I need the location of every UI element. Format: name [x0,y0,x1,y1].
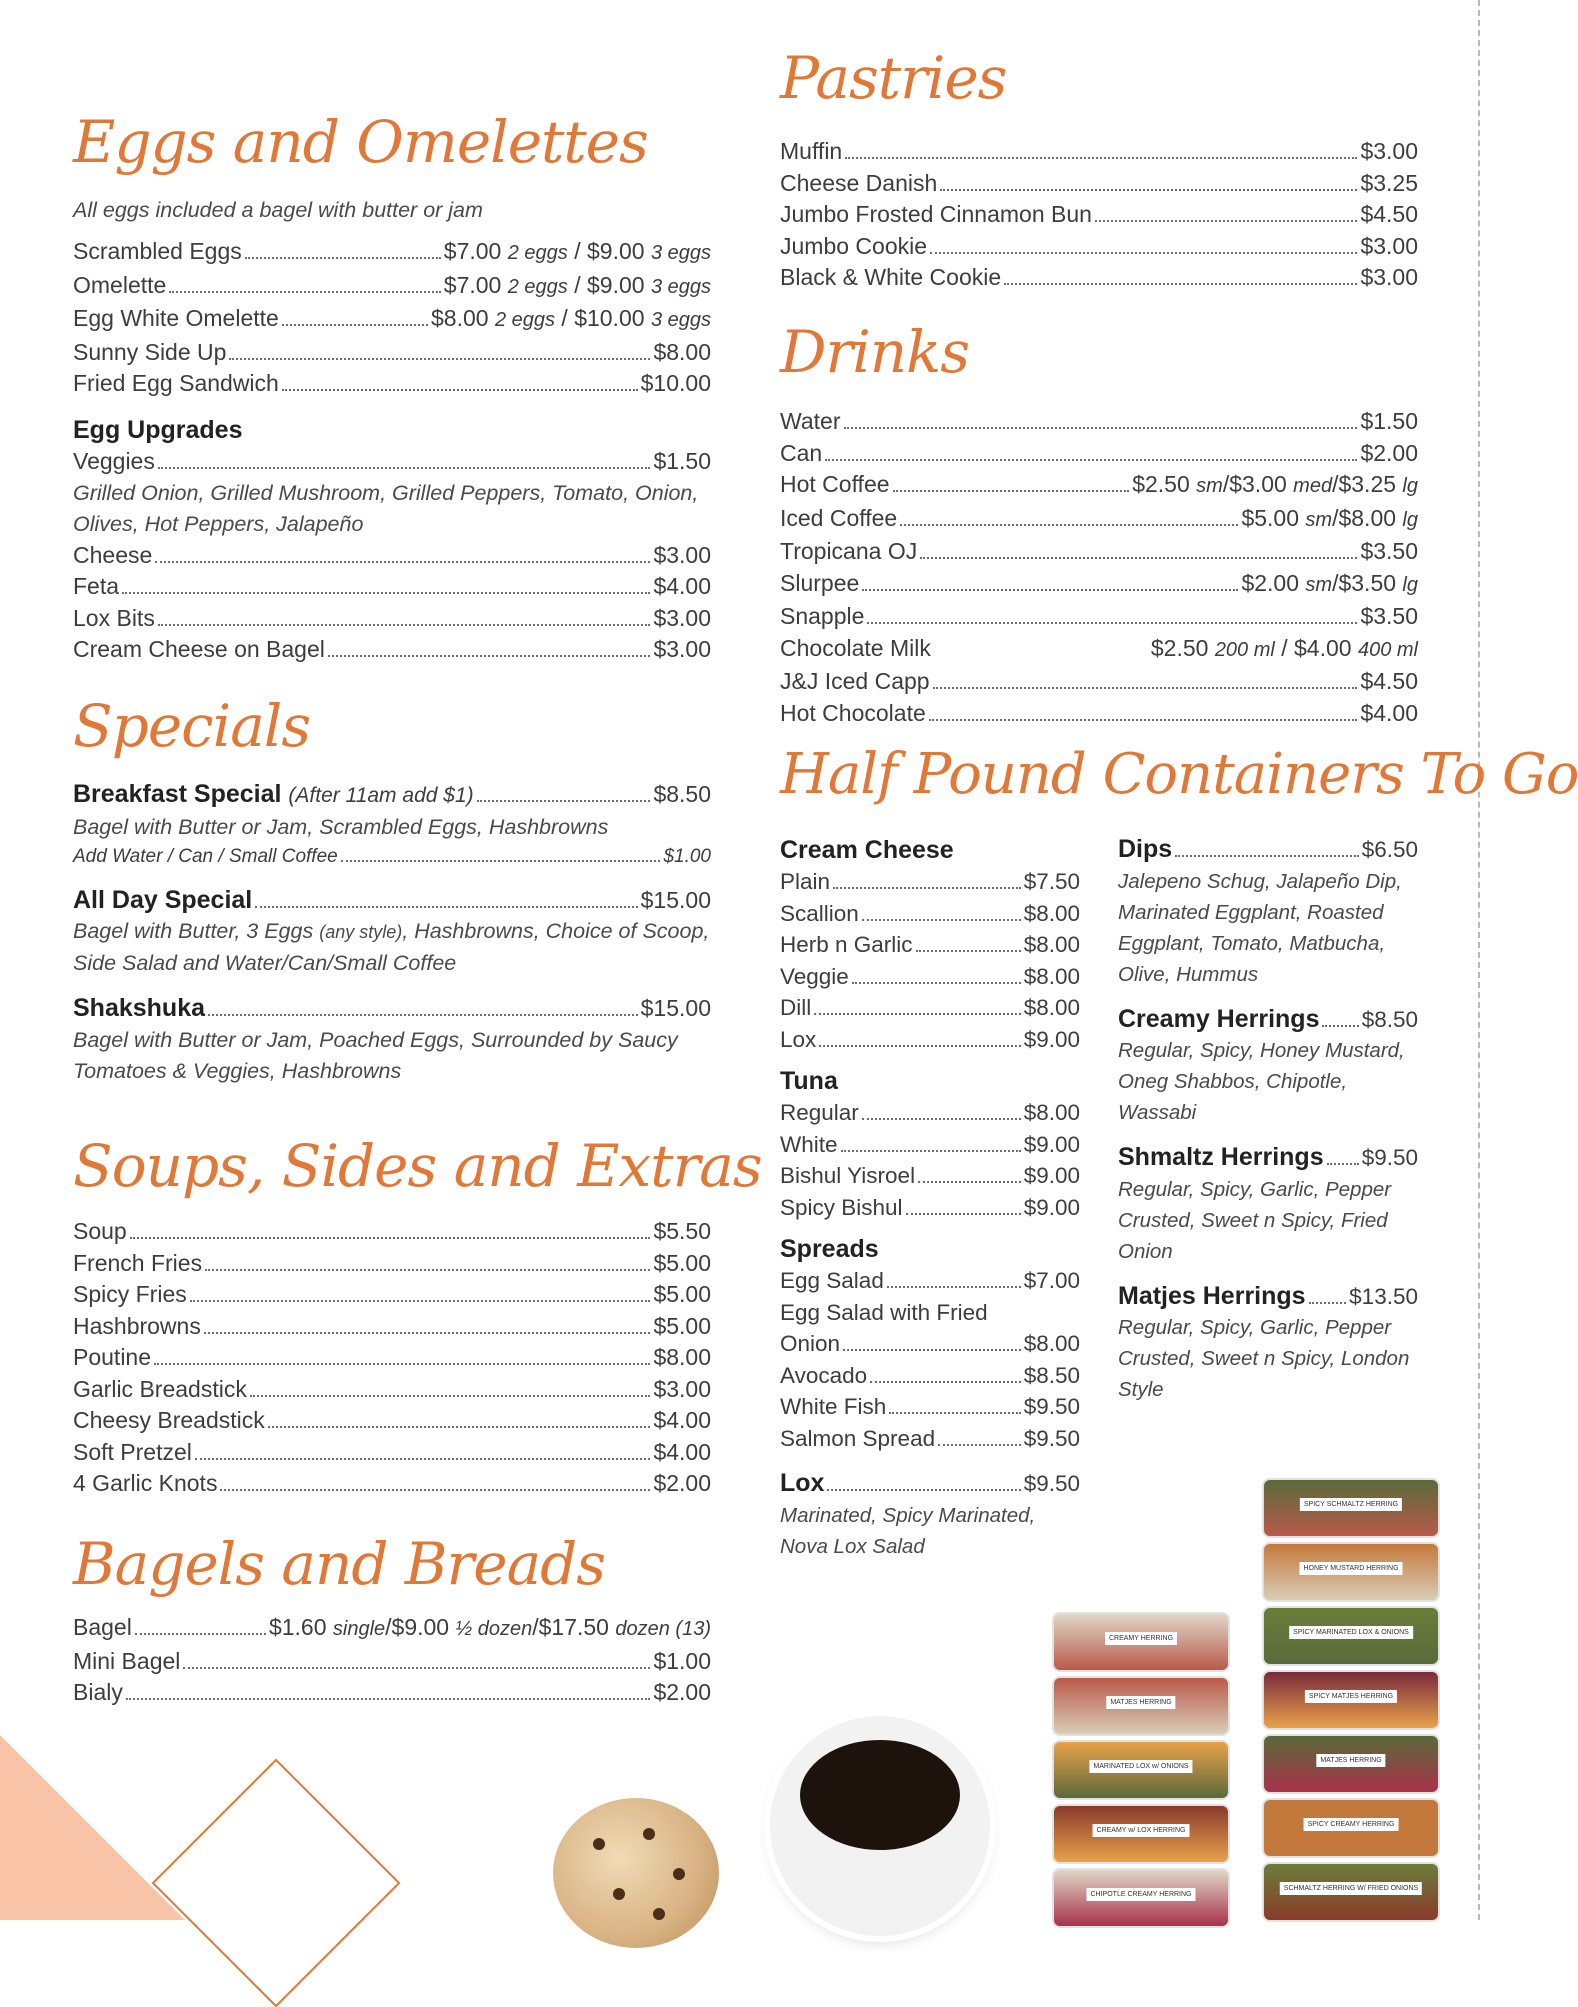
menu-item: Lox $9.00 [780,1026,1080,1052]
menu-item: All Day Special $15.00 [73,885,711,914]
menu-item: Water $1.50 [780,408,1418,434]
menu-item: Salmon Spread $9.50 [780,1425,1080,1451]
herring-container [1262,1798,1440,1858]
menu-item: Cream Cheese on Bagel $3.00 [73,636,711,662]
menu-item: Creamy Herrings $8.50 [1118,1004,1418,1033]
containers-left [780,834,1080,1562]
menu-item: Bishul Yisroel $9.00 [780,1163,1080,1188]
menu-item: Black & White Cookie $3.00 [780,264,1418,290]
menu-item: Dips $6.50 [1118,835,1418,863]
menu-item: Spicy Bishul $9.00 [780,1194,1080,1220]
herring-container [1052,1740,1230,1800]
eggs-note: All eggs included a bagel with butter or jam [73,198,483,222]
container-label: SPICY MARINATED LOX & ONIONS [1289,1626,1413,1639]
container-label: HONEY MUSTARD HERRING [1299,1562,1402,1575]
herring-container [1262,1478,1440,1538]
menu-item: Matjes Herrings $13.50 [1118,1281,1418,1310]
menu-item: Chocolate Milk $2.50 200 ml / $4.00 400 ml [780,634,1418,661]
container-label: SCHMALTZ HERRING W/ FRIED ONIONS [1280,1882,1422,1895]
menu-item: 4 Garlic Knots $2.00 [73,1470,711,1496]
spreads-title: Spreads [780,1235,879,1263]
matjes-note: Regular, Spicy, Garlic, Pepper Crusted, Sweet n Spicy, London Style [1118,1316,1410,1401]
menu-item: Cheese Danish $3.25 [780,169,1418,196]
menu-item: White $9.00 [780,1131,1080,1157]
dips-note: Jalepeno Schug, Jalapeño Dip, Marinated Eggplant, Roasted Eggplant, Tomato, Matbucha, Olive, Hummus [1118,869,1402,986]
menu-item: Mini Bagel $1.00 [73,1647,711,1674]
soups-section [73,1216,711,1500]
menu-item: Soft Pretzel $4.00 [73,1438,711,1465]
menu-item: Hashbrowns $5.00 [73,1312,711,1339]
menu-item: Iced Coffee $5.00 sm/$8.00 lg [780,504,1418,531]
menu-item: Hot Chocolate $4.00 [780,699,1418,726]
menu-item: Avocado $8.50 [780,1362,1080,1388]
menu-item: Bialy $2.00 [73,1679,711,1705]
veggies-note: Grilled Onion, Grilled Mushroom, Grilled Peppers, Tomato, Onion, Olives, Hot Peppers, Jalapeño [73,480,699,536]
specials-section [73,779,711,1087]
heading-drinks: Drinks [780,318,970,386]
tuna-title: Tuna [780,1067,838,1095]
menu-item: Shmaltz Herrings $9.50 [1118,1143,1418,1171]
menu-item: Poutine $8.00 [73,1344,711,1370]
container-label: CREAMY HERRING [1105,1632,1177,1645]
pastries-section [780,136,1418,294]
egg-upgrades-title: Egg Upgrades [73,416,243,444]
heading-bagels: Bagels and Breads [73,1530,606,1598]
menu-item: Feta $4.00 [73,573,711,599]
menu-item: Lox $9.50 [780,1469,1080,1497]
shakshuka-note: Bagel with Butter or Jam, Poached Eggs, Surrounded by Saucy Tomatoes & Veggies, Hashbrowns [73,1027,678,1083]
menu-item: Bagel $1.60 single/$9.00 ½ dozen/$17.50 dozen (13) [73,1614,711,1640]
herring-container [1262,1606,1440,1666]
menu-item: Herb n Garlic $8.00 [780,932,1080,957]
menu-item: Fried Egg Sandwich $10.00 [73,370,711,396]
menu-item: Add Water / Can / Small Coffee $1.00 [73,845,711,867]
menu-item-line: Egg Salad with Fried [780,1299,988,1325]
menu-item: Regular $8.00 [780,1100,1080,1125]
menu-item: Muffin $3.00 [780,138,1418,164]
heading-eggs: Eggs and Omelettes [73,108,648,176]
herring-container [1262,1734,1440,1794]
menu-item: Egg White Omelette $8.00 2 eggs / $10.00 3 eggs [73,305,711,331]
container-label: MATJES HERRING [1316,1754,1385,1767]
menu-item: Plain $7.50 [780,869,1080,894]
menu-item: Jumbo Cookie $3.00 [780,232,1418,259]
menu-item: Can $2.00 [780,439,1418,466]
coffee-surface [800,1740,960,1850]
menu-item: Lox Bits $3.00 [73,604,711,631]
container-label: SPICY SCHMALTZ HERRING [1300,1498,1402,1511]
herring-container [1052,1676,1230,1736]
menu-item: Slurpee $2.00 sm/$3.50 lg [780,569,1418,596]
herring-container [1262,1862,1440,1922]
container-label: CHIPOTLE CREAMY HERRING [1087,1888,1196,1901]
menu-item: Scrambled Eggs $7.00 2 eggs / $9.00 3 eggs [73,238,711,264]
menu-item: Cheesy Breadstick $4.00 [73,1407,711,1433]
herring-container [1052,1612,1230,1672]
container-label: MATJES HERRING [1106,1696,1175,1709]
menu-item: Sunny Side Up $8.00 [73,338,711,365]
lox-note: Marinated, Spicy Marinated, Nova Lox Salad [780,1503,1036,1558]
menu-item: White Fish $9.50 [780,1394,1080,1419]
menu-item: Spicy Fries $5.00 [73,1281,711,1307]
shmaltz-note: Regular, Spicy, Garlic, Pepper Crusted, Sweet n Spicy, Fried Onion [1118,1177,1392,1263]
menu-item: Shakshuka $15.00 [73,994,711,1022]
creamy-note: Regular, Spicy, Honey Mustard, Oneg Shabbos, Chipotle, Wassabi [1118,1039,1405,1124]
container-label: CREAMY w/ LOX HERRING [1093,1824,1190,1837]
container-label: MARINATED LOX w/ ONIONS [1089,1760,1192,1773]
menu-item: Scallion $8.00 [780,900,1080,926]
heading-containers: Half Pound Containers To Go [780,742,1578,807]
menu-item: Hot Coffee $2.50 sm/$3.00 med/$3.25 lg [780,471,1418,497]
herring-container [1052,1804,1230,1864]
peach-triangle-decoration [0,1735,185,1920]
container-label: SPICY MATJES HERRING [1305,1690,1397,1703]
menu-item: Soup $5.50 [73,1218,711,1244]
page-edge-divider [1478,0,1480,1920]
cream-cheese-title: Cream Cheese [780,836,954,864]
bagels-section [73,1612,711,1709]
breakfast-note: Bagel with Butter or Jam, Scrambled Eggs, Hashbrowns [73,814,609,839]
containers-right [1118,834,1418,1405]
menu-item: French Fries $5.00 [73,1249,711,1276]
menu-item: J&J Iced Capp $4.50 [780,668,1418,694]
menu-item: Dill $8.00 [780,995,1080,1020]
herring-container [1262,1670,1440,1730]
eggs-section [73,195,711,400]
menu-item: Onion $8.00 [780,1331,1080,1356]
egg-upgrades-section [73,414,711,666]
menu-item: Veggie $8.00 [780,963,1080,989]
muffin-photo [553,1798,719,1948]
heading-pastries: Pastries [780,44,1007,112]
heading-soups: Soups, Sides and Extras [73,1132,762,1200]
menu-item: Breakfast Special (After 11am add $1) $8.50 [73,780,711,808]
herring-container [1262,1542,1440,1602]
heading-specials: Specials [73,692,311,760]
orange-diamond-outline [152,1759,401,2007]
menu-item: Jumbo Frosted Cinnamon Bun $4.50 [780,201,1418,227]
container-label: SPICY CREAMY HERRING [1304,1818,1399,1831]
menu-item: Omelette $7.00 2 eggs / $9.00 3 eggs [73,271,711,298]
menu-item: Cheese $3.00 [73,541,711,568]
menu-item: Veggies $1.50 [73,448,711,474]
menu-item: Tropicana OJ $3.50 [780,538,1418,564]
menu-item: Egg Salad $7.00 [780,1268,1080,1293]
herring-container [1052,1868,1230,1928]
menu-item: Garlic Breadstick $3.00 [73,1375,711,1402]
allday-note: Bagel with Butter, 3 Eggs (any style), Hashbrowns, Choice of Scoop, Side Salad and Water/Can/Small Coffee [73,919,710,975]
menu-item: Snapple $3.50 [780,603,1418,629]
drinks-section [780,406,1418,729]
